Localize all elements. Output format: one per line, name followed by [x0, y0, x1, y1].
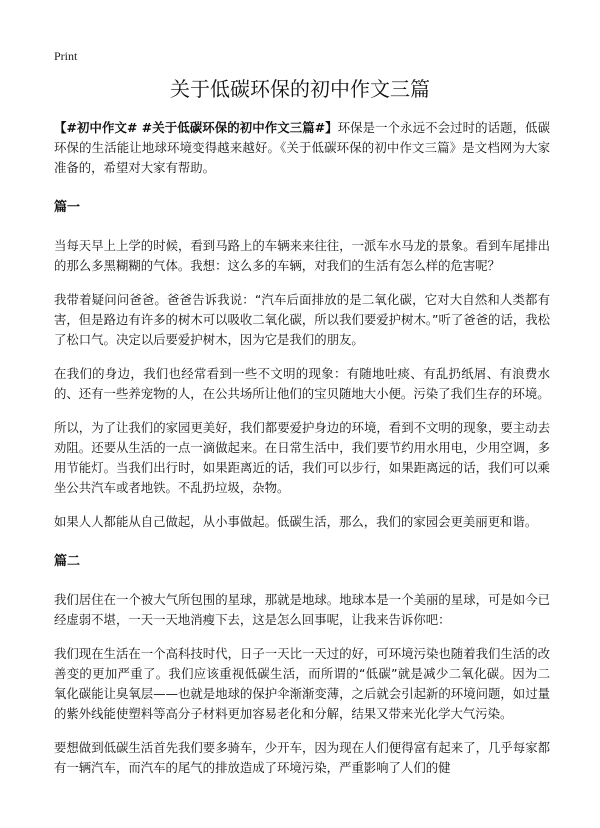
page-title: 关于低碳环保的初中作文三篇: [170, 77, 430, 101]
article-body: [54, 118, 550, 792]
paragraph: 如果人人都能从自己做起，从小事做起。低碳生活，那么，我们的家园会更美丽更和谐。: [54, 514, 538, 529]
intro-paragraph: [54, 118, 550, 178]
section-heading: 篇一: [54, 200, 81, 215]
print-link[interactable]: Print: [54, 49, 78, 63]
paragraph: 所以，为了让我们的家园更美好，我们都要爱护身边的环境，看到不文明的现象，要主动去劝阻。还要从生活的一点一滴做起来。在日常生活中，我们要节约用水用电，少用空调，多用节能灯。当我们出行时，如果距离近的话，我们可以步行，如果距离远的话，我们可以乘坐公共汽车或者地铁。不乱扔垃圾，杂物。: [54, 420, 550, 495]
paragraph: 我们居住在一个被大气所包围的星球，那就是地球。地球本是一个美丽的星球，可是如今已经虚弱不堪，一天一天地消瘦下去，这是怎么回事呢，让我来告诉你吧：: [54, 592, 550, 627]
intro-text: 环保是一个永远不会过时的话题，低碳环保的生活能让地球环境变得越来越好。《关于低碳环保的初中作文三篇》是文档网为大家准备的，希望对大家有帮助。: [54, 120, 551, 175]
paragraph: 要想做到低碳生活首先我们要多骑车，少开车，因为现在人们便得富有起来了，几乎每家都有一辆汽车，而汽车的尾气的排放造成了环境污染，严重影响了人们的健: [54, 740, 550, 775]
paragraph: 在我们的身边，我们也经常看到一些不文明的现象：有随地吐痰、有乱扔纸屑、有浪费水的、还有一些养宠物的人，在公共场所让他们的宝贝随地大小便。污染了我们生存的环境。: [54, 366, 550, 401]
paragraph: 我带着疑问问爸爸。爸爸告诉我说：“汽车后面排放的是二氧化碳，它对大自然和人类都有害，但是路边有许多的树木可以吸收二氧化碳，所以我们要爱护树木。”听了爸爸的话，我松了松口气。决定以后要爱护树木，因为它是我们的朋友。: [54, 292, 550, 347]
paragraph: 当每天早上上学的时候，看到马路上的车辆来来往往，一派车水马龙的景象。看到车尾排出的那么多黑糊糊的气体。我想：这么多的车辆，对我们的生活有怎么样的危害呢？: [54, 238, 550, 273]
section-heading: 篇二: [54, 554, 81, 569]
paragraph: 我们现在生活在一个高科技时代，日子一天比一天过的好，可环境污染也随着我们生活的改善变的更加严重了。我们应该重视低碳生活，而所谓的“低碳”就是减少二氧化碳。因为二氧化碳能让臭氧层——也就是地球的保护伞渐渐变薄，之后就会引起新的环境问题，如过量的紫外线能使塑料等高分子材料更加容易老化和分解，结果又带来光化学大气污染。: [54, 646, 550, 721]
intro-tag: 【#初中作文# #关于低碳环保的初中作文三篇#】: [54, 120, 338, 135]
